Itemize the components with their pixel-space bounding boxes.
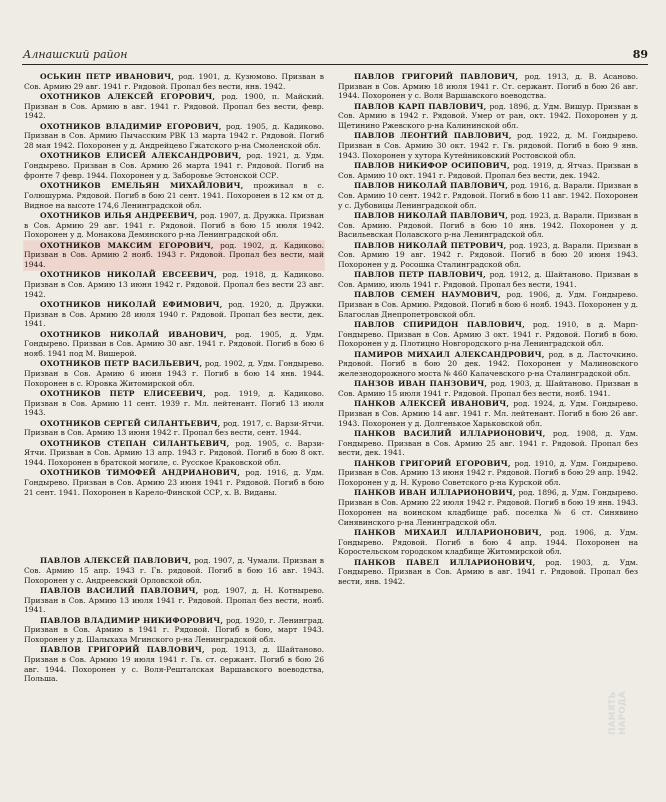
entry-name: ОСЬКИН ПЕТР ИВАНОВИЧ, (40, 72, 175, 81)
memorial-entry (338, 241, 638, 270)
entry-name: ОХОТНИКОВ СЕРГЕЙ СИЛАНТЬЕВИЧ, (40, 418, 221, 428)
entry-name: ПАНКОВ ГРИГОРИЙ ЕГОРОВИЧ, (354, 458, 511, 468)
memorial-entry (24, 468, 324, 497)
entry-text: род. 1919, д. Ятчаз. Призван в Сов. Армию 10 окт. 1941 г. Рядовой. Пропал без вести, дек. 1942. (338, 161, 638, 180)
section-gap (24, 498, 324, 556)
memorial-entry (338, 379, 638, 398)
entry-name: ОХОТНИКОВ ВЛАДИМИР ЕГОРОВИЧ, (40, 121, 222, 131)
entry-text: род. 1916, д. Варали. Призван в Сов. Армию 10 сент. 1942 г. Рядовой. Погиб в бою 11 авг. 1942. Похоронен у с. Дубовицы Ленинградской обл. (338, 181, 638, 210)
entry-name: ПАВЛОВ ЛЕОНТИЙ ПАВЛОВИЧ, (354, 131, 512, 141)
entry-text: род. 1917, с. Варзи-Ятчи. Призван в Сов. Армию 13 июня 1942 г. Пропал без вести, сент. 1944. (24, 418, 324, 438)
entry-text: род. 1905, д. Кадиково. Призван в Сов. Армию Пычасским РВК 13 марта 1942 г. Рядовой. Погиб 28 мая 1942. Похоронен у д. Андрейцево Гжатского р-на Смоленской обл. (24, 121, 324, 151)
memorial-entry (24, 300, 324, 329)
entry-name: ОХОТНИКОВ ТИМОФЕЙ АНДРИАНОВИЧ, (40, 468, 241, 478)
entry-name: ПАНКОВ ПАВЕЛ ИЛЛАРИОНОВИЧ, (354, 557, 536, 567)
entry-name: ПАВЛОВ НИКОЛАЙ ПАВЛОВИЧ, (354, 181, 509, 191)
memorial-entry (338, 181, 638, 210)
entry-text: проживал в с. Голюшурма. Рядовой. Погиб в бою 21 сент. 1941. Похоронен в 12 км от д. Видное на высоте 174,6 Ленинградской обл. (24, 181, 324, 210)
entry-text: род. 1907, д. Дружка. Призван в Сов. Армию 29 авг. 1941 г. Рядовой. Погиб в бою 15 июля 1942. Похоронен у д. Монакова Демянского р-на Ленинградской обл. (24, 210, 324, 240)
page-number: 89 (632, 48, 648, 61)
entry-name: ОХОТНИКОВ ИЛЬЯ АНДРЕЕВИЧ, (40, 210, 198, 220)
entry-name: ПАВЛОВ ГРИГОРИЙ ПАВЛОВИЧ, (354, 72, 519, 81)
memorial-entry (24, 556, 324, 585)
entry-text: род. 1921, д. Удм. Гондырево. Призван в Сов. Армию 26 марта 1941 г. Рядовой. Погиб на фронте 7 февр. 1944. Похоронен у д. Заборовье Эстонской ССР. (24, 151, 325, 180)
entry-name: ПАНЗОВ ИВАН ПАНЗОВИЧ, (354, 379, 488, 389)
entry-text: род. 1924, д. Удм. Гондырево. Призван в Сов. Армию 14 авг. 1941 г. Мл. лейтенант. Погиб в бою 26 авг. 1943. Похоронен у д. Долгенькое Харьковской обл. (338, 399, 638, 428)
entry-name: ОХОТНИКОВ АЛЕКСЕЙ ЕГОРОВИЧ, (40, 92, 216, 101)
entry-name: ПАВЛОВ ВАСИЛИЙ ПАВЛОВИЧ, (40, 585, 199, 595)
entry-name: ПАНКОВ АЛЕКСЕЙ ИВАНОВИЧ, (354, 399, 510, 409)
entry-name: ПАВЛОВ НИКИФОР ОСИПОВИЧ, (354, 161, 510, 171)
memorial-entry (338, 558, 638, 587)
entry-name: ПАВЛОВ АЛЕКСЕЙ ПАВЛОВИЧ, (40, 556, 192, 566)
entry-name: ПАВЛОВ НИКОЛАЙ ПЕТРОВИЧ, (354, 240, 507, 250)
memorial-entry (24, 92, 324, 121)
entry-name: ПАВЛОВ СПИРИДОН ПАВЛОВИЧ, (354, 319, 525, 329)
entry-text: род. 1902, д. Удм. Гондырево. Призван в Сов. Армию 6 июня 1943 г. Погиб в бою 14 янв. 1944. Похоронен в с. Юровка Житомирской обл. (24, 359, 324, 388)
memorial-entry (24, 330, 324, 359)
memorial-entry (338, 528, 638, 557)
entry-text: род. 1905, д. Удм. Гондырево. Призван в Сов. Армию 30 авг. 1941 г. Рядовой. Погиб в бою 6 нояб. 1941 под М. Вишерой. (24, 329, 324, 359)
entry-text: род. 1920, г. Ленинград. Призван в Сов. Армию в 1941 г. Рядовой. Погиб в бою, март 1943. Похоронен у д. Шалыхаха Мгинского р-на Ленинградской обл. (24, 615, 324, 644)
entry-text: род. 1910, в д. Марп-Гондырево. Призван в Сов. Армию 3 окт. 1941 г. Рядовой. Погиб в бою. Похоронен у д. Плотицно Новгородского р-на Ленинградской обл. (338, 319, 639, 349)
entry-text: род. 1913, д. Шайтаново. Призван в Сов. Армию 19 июля 1941 г. Гв. ст. сержант. Погиб в бою 26 авг. 1944. Похоронен у с. Воля-Решталская Варшавского воеводства, Польша. (24, 645, 324, 684)
memorial-entry (338, 290, 638, 319)
entry-name: ОХОТНИКОВ МАКСИМ ЕГОРОВИЧ, (40, 240, 214, 250)
entry-name: ОХОТНИКОВ ПЕТР ВАСИЛЬЕВИЧ, (40, 359, 203, 369)
memorial-entry (338, 399, 638, 428)
memorial-entry (24, 122, 324, 151)
memorial-entry (338, 459, 638, 488)
memorial-entry (24, 211, 324, 240)
entry-text: род. 1912, д. Шайтаново. Призван в Сов. Армию, июль 1941 г. Рядовой. Пропал без вести, 1941. (338, 270, 638, 289)
memorial-entry (338, 211, 638, 240)
entry-name: ПАВЛОВ ВЛАДИМИР НИКИФОРОВИЧ, (40, 615, 224, 625)
left-column (24, 72, 324, 685)
memorial-entry (338, 72, 638, 101)
entry-name: ОХОТНИКОВ СТЕПАН СИЛАНТЬЕВИЧ, (40, 438, 230, 448)
entry-name: ОХОТНИКОВ НИКОЛАЙ ЕФИМОВИЧ, (40, 299, 223, 309)
memorial-entry (24, 270, 324, 299)
entry-text: род. 1902, д. Кадиково. Призван в Сов. Армию 2 нояб. 1943 г. Рядовой. Пропал без вести, май 1944. (24, 240, 324, 269)
entry-name: ПАНКОВ ИВАН ИЛЛАРИОНОВИЧ, (354, 488, 516, 498)
highlighted-entry (24, 241, 324, 270)
entry-text: род. 1905, с. Варзи-Ятчи. Призван в Сов. Армию 13 апр. 1943 г. Рядовой. Погиб в бою 8 окт. 1944. Похоронен в братской могиле, с. Русское Краковской обл. (24, 438, 324, 468)
page-header-title: Алнашский район (23, 48, 128, 61)
entry-name: ОХОТНИКОВ ПЕТР ЕЛИСЕЕВИЧ, (40, 389, 206, 399)
entry-text: род. 1913, д. В. Асаново. Призван в Сов. Армию 18 июля 1941 г. Ст. сержант. Погиб в бою 26 авг. 1944. Похоронен у с. Воля Варшавского воеводства. (338, 72, 638, 101)
memorial-entry (24, 586, 324, 615)
entry-text: род. 1907, д. Н. Котныревo. Призван в Сов. Армию 13 июля 1941 г. Рядовой. Пропал без вести, нояб. 1941. (24, 585, 324, 615)
entry-text: род. 1916, д. Удм. Гондырево. Призван в Сов. Армию 23 июня 1941 г. Рядовой. Погиб в бою 21 сент. 1941. Похоронен в Карело-Финской ССР, х. В. Виданы. (24, 468, 324, 497)
memorial-entry (338, 320, 638, 349)
memorial-entry (24, 151, 324, 180)
memorial-entry (24, 359, 324, 388)
memorial-entry (24, 616, 324, 645)
entry-text: род. 1918, д. Кадиково. Призван в Сов. Армию 13 июня 1942 г. Рядовой. Пропал без вести 23 авг. 1942. (24, 270, 324, 299)
memorial-entry (24, 72, 324, 91)
entry-text: род. 1923, д. Варали. Призван в Сов. Армию 19 авг. 1942 г. Рядовой. Погиб в бою 20 июня 1943. Похоронен у д. Росошка Сталинградской обл. (338, 240, 638, 269)
memorial-entry (338, 102, 638, 131)
memorial-entry (24, 389, 324, 418)
entry-name: ОХОТНИКОВ НИКОЛАЙ ЕВСЕЕВИЧ, (40, 270, 217, 280)
memorial-entry (338, 131, 638, 160)
memorial-entry (338, 270, 638, 289)
entry-name: ПАВЛОВ НИКОЛАЙ ПАВЛОВИЧ, (354, 210, 509, 220)
entry-text: род. 1903, д. Шайтаново. Призван в Сов. Армию 15 июля 1941 г. Рядовой. Пропал без вести, нояб. 1941. (338, 379, 638, 399)
entry-text: род. 1920, д. Дружки. Призван в Сов. Армию 28 июля 1940 г. Рядовой. Пропал без вести, дек. 1941. (24, 299, 324, 329)
entry-text: род. 1923, д. Варали. Призван в Сов. Армию. Рядовой. Погиб в бою 10 янв. 1942. Похоронен у д. Васильевская Полавского р-на Ленинградской обл. (338, 210, 638, 240)
entry-text: род. 1906, д. Удм. Гондырево. Призван в Сов. Армию. Рядовой. Погиб в бою 6 нояб. 1943. Похоронен у д. Благослав Днепропетровской обл. (338, 290, 639, 319)
memorial-entry (338, 488, 638, 527)
entry-name: ПАВЛОВ ПЕТР ПАВЛОВИЧ, (354, 270, 487, 280)
entry-text: род. 1901, д. Кузюмово. Призван в Сов. Армию 29 авг. 1941 г. Рядовой. Пропал без вести, янв. 1942. (24, 72, 324, 91)
memorial-entry (24, 419, 324, 438)
entry-text: род. 1908, д. Удм. Гондырево. Призван в Сов. Армию 25 авг. 1941 г. Рядовой. Пропал без вести, дек. 1941. (338, 429, 638, 458)
entry-text: род. 1906, д. Удм. Гондырево. Рядовой. Погиб в бою 4 апр. 1944. Похоронен на Коростельском городском кладбище Житомирской обл. (338, 527, 638, 557)
memorial-entry (338, 161, 638, 180)
memorial-entry (338, 350, 638, 379)
entry-name: ПАВЛОВ КАРП ПАВЛОВИЧ, (354, 101, 487, 111)
memorial-entry (338, 429, 638, 458)
entry-text: род. 1922, д. М. Гондырево. Призван в Сов. Армию 30 окт. 1942 г. Гв. рядовой. Погиб в бою 9 янв. 1943. Похоронен у хутора Кутейниковский Ростовской обл. (338, 131, 638, 160)
entry-name: ПАНКОВ ВАСИЛИЙ ИЛЛАРИОНОВИЧ, (354, 429, 546, 439)
memorial-entry (24, 645, 324, 684)
entry-text: род. в д. Ласточкино. Рядовой. Погиб в бою 20 дек. 1942. Похоронен у Малиновского железнодорожного моста № 460 Калачевского р-на Сталинградской обл. (338, 349, 638, 379)
entry-text: род. 1903, д. Удм. Гондырево. Призван в Сов. Армию в авг. 1941 г. Рядовой. Пропал без вести, янв. 1942. (338, 557, 638, 586)
entry-text: род. 1900, п. Майский. Призван в Сов. Армию в авг. 1941 г. Рядовой. Пропал без вести, февр. 1942. (24, 92, 324, 121)
memorial-entry (24, 439, 324, 468)
entry-text: род. 1907, д. Чумали. Призван в Сов. Армию 15 апр. 1943 г. Гв. рядовой. Погиб в бою 16 авг. 1943. Похоронен у с. Андреевский Орловской обл. (24, 556, 324, 585)
entry-text: род. 1919, д. Кадиково. Призван в Сов. Армию 11 сент. 1939 г. Мл. лейтенант. Погиб 13 июля 1943. (24, 389, 325, 418)
entry-text: род. 1896, д. Удм. Гондырево. Призван в Сов. Армию 22 июля 1942 г. Рядовой. Погиб в бою 19 янв. 1943. Похоронен на воинском кладбище раб. поселка № 6 ст. Синявино Синявинского р-на Ленинградской обл. (338, 488, 638, 527)
entry-name: ПАВЛОВ СЕМЕН НАУМОВИЧ, (354, 290, 501, 300)
entry-text: род. 1910, д. Удм. Гондырево. Призван в Сов. Армию 13 июня 1942 г. Рядовой. Погиб в бою 29 апр. 1942. Похоронен у д. Н. Курово Советского р-на Курской обл. (338, 458, 638, 488)
watermark: ПАМЯТЬ НАРОДА (608, 691, 628, 735)
entry-name: ОХОТНИКОВ НИКОЛАЙ ИВАНОВИЧ, (40, 329, 227, 339)
right-column (338, 72, 638, 587)
entry-name: ПАМИРОВ МИХАИЛ АЛЕКСАНДРОВИЧ, (354, 349, 545, 359)
entry-name: ПАВЛОВ ГРИГОРИЙ ПАВЛОВИЧ, (40, 645, 205, 655)
entry-name: ОХОТНИКОВ ЕЛИСЕЙ АЛЕКСАНДРОВИЧ, (40, 151, 242, 161)
memorial-entry (24, 181, 324, 210)
entry-text: род. 1896, д. Удм. Вишур. Призван в Сов. Армию в 1942 г. Рядовой. Умер от ран, окт. 1942. Похоронен у д. Щетинино Ржевского р-на Калининской обл. (338, 101, 639, 131)
entry-name: ОХОТНИКОВ ЕМЕЛЬЯН МИХАЙЛОВИЧ, (40, 181, 244, 191)
header-rule (22, 64, 648, 65)
entry-name: ПАНКОВ МИХАИЛ ИЛЛАРИОНОВИЧ, (354, 527, 542, 537)
